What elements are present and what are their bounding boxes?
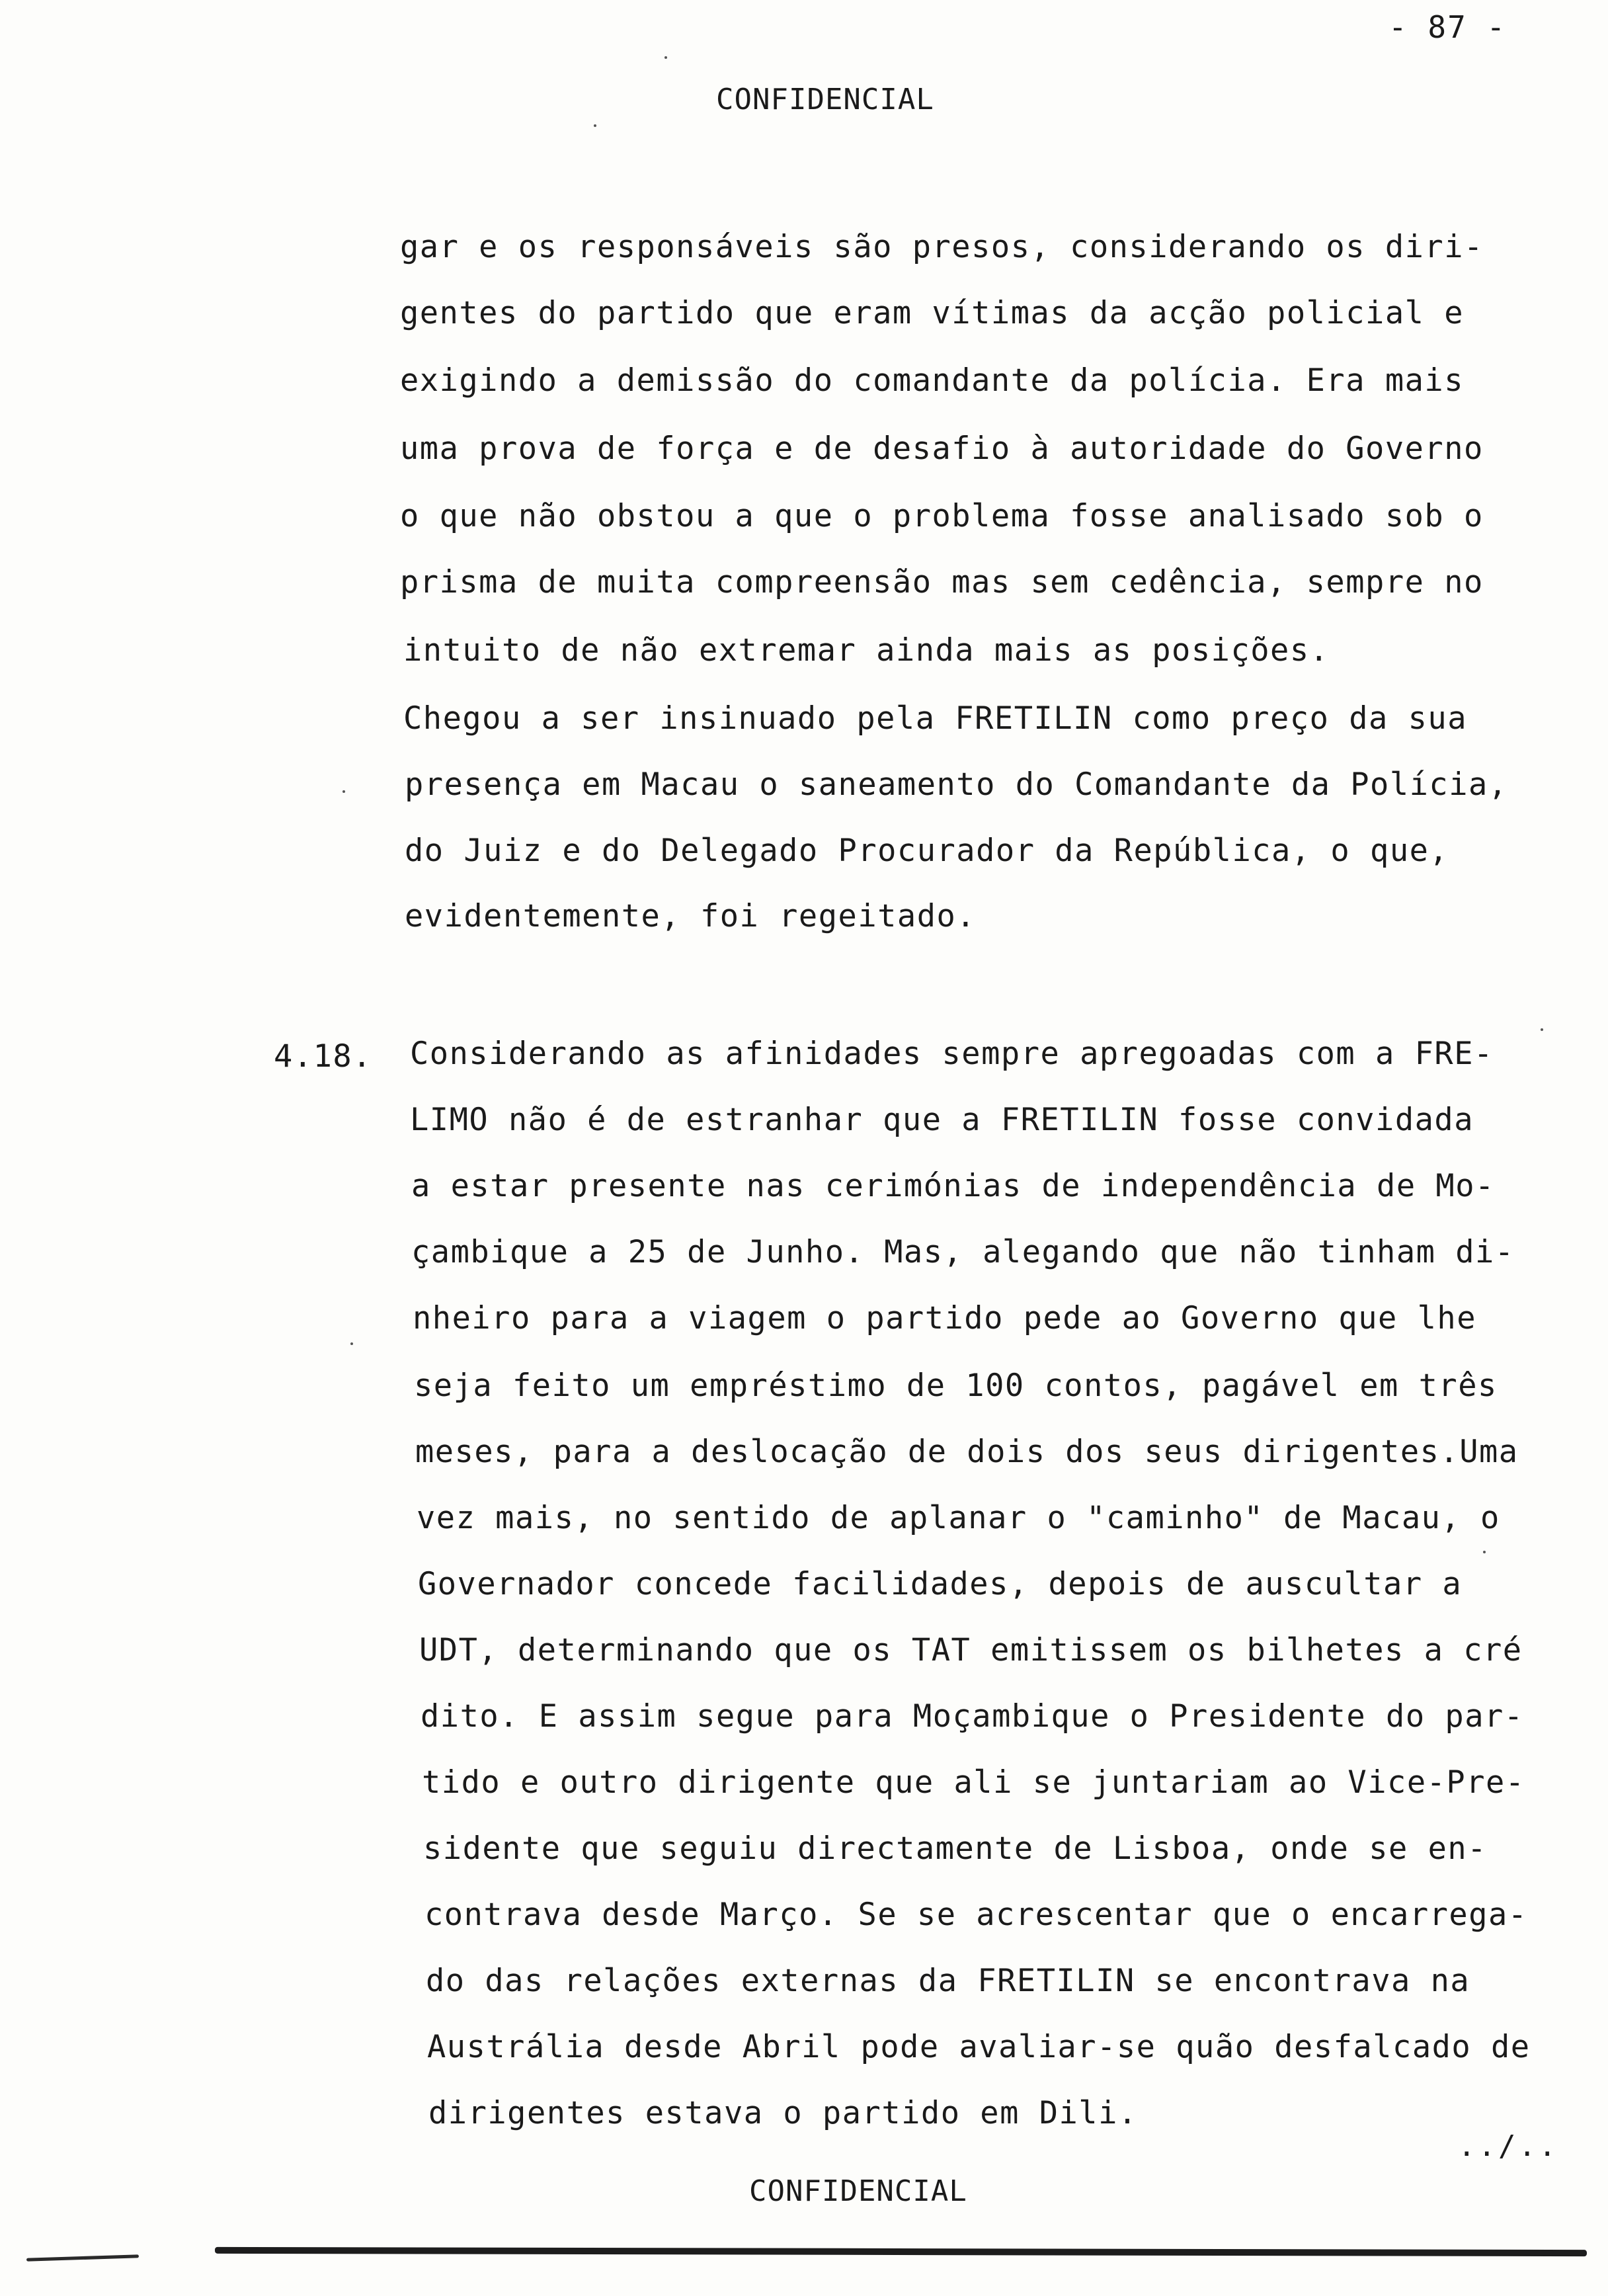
paragraph-2-line: nheiro para a viagem o partido pede ao Governo que lhe bbox=[413, 1300, 1477, 1336]
paragraph-2-line: dito. E assim segue para Moçambique o Presidente do par- bbox=[421, 1698, 1524, 1735]
paragraph-1-line: evidentemente, foi regeitado. bbox=[405, 898, 977, 934]
paragraph-1-line: o que não obstou a que o problema fosse analisado sob o bbox=[400, 498, 1484, 534]
scan-speck bbox=[342, 790, 345, 793]
paragraph-1-line: uma prova de força e de desafio à autoridade do Governo bbox=[400, 430, 1484, 467]
paragraph-2-line: seja feito um empréstimo de 100 contos, pagável em três bbox=[414, 1368, 1498, 1404]
paragraph-2-line: vez mais, no sentido de aplanar o "caminho" de Macau, o bbox=[417, 1500, 1500, 1536]
footer-classification: CONFIDENCIAL bbox=[749, 2174, 967, 2208]
paragraph-2-line: Considerando as afinidades sempre apregoadas com a FRE- bbox=[410, 1036, 1494, 1072]
paragraph-1-line: do Juiz e do Delegado Procurador da República, o que, bbox=[405, 833, 1449, 869]
header-classification: CONFIDENCIAL bbox=[716, 83, 934, 116]
scan-speck bbox=[594, 124, 596, 127]
page-number: - 87 - bbox=[1388, 9, 1507, 45]
paragraph-1-line: exigindo a demissão do comandante da polícia. Era mais bbox=[400, 362, 1465, 399]
paragraph-2-line: contrava desde Março. Se se acrescentar que o encarrega- bbox=[424, 1897, 1528, 1933]
paragraph-2-line: dirigentes estava o partido em Dili. bbox=[428, 2095, 1138, 2131]
scan-mark bbox=[26, 2254, 139, 2261]
paragraph-2-line: do das relações externas da FRETILIN se encontrava na bbox=[426, 1963, 1470, 1999]
paragraph-2-line: UDT, determinando que os TAT emitissem os bilhetes a cré bbox=[419, 1632, 1523, 1668]
paragraph-2-line: tido e outro dirigente que ali se juntariam ao Vice-Pre- bbox=[422, 1764, 1525, 1801]
paragraph-1-line: gar e os responsáveis são presos, considerando os diri- bbox=[400, 229, 1484, 265]
paragraph-2-line: çambique a 25 de Junho. Mas, alegando que não tinham di- bbox=[411, 1234, 1515, 1270]
paragraph-2-line: Austrália desde Abril pode avaliar-se quão desfalcado de bbox=[427, 2029, 1531, 2065]
paragraph-2-line: a estar presente nas cerimónias de independência de Mo- bbox=[411, 1168, 1495, 1204]
paragraph-1-line: intuito de não extremar ainda mais as posições. bbox=[403, 632, 1330, 669]
paragraph-1-line: prisma de muita compreensão mas sem cedência, sempre no bbox=[400, 564, 1484, 600]
scan-speck bbox=[1483, 1551, 1486, 1553]
scan-speck bbox=[1541, 1028, 1543, 1031]
paragraph-2-line: Governador concede facilidades, depois de auscultar a bbox=[418, 1566, 1463, 1602]
scan-speck bbox=[350, 1342, 353, 1345]
scan-speck bbox=[664, 56, 667, 59]
continuation-mark: ../.. bbox=[1458, 2129, 1559, 2163]
paragraph-2-line: meses, para a deslocação de dois dos seus dirigentes.Uma bbox=[415, 1434, 1519, 1470]
paragraph-number: 4.18. bbox=[274, 1038, 372, 1075]
paragraph-2-line: sidente que seguiu directamente de Lisboa, onde se en- bbox=[423, 1830, 1488, 1867]
paragraph-1-line: gentes do partido que eram vítimas da acção policial e bbox=[400, 295, 1465, 331]
paragraph-2-line: LIMO não é de estranhar que a FRETILIN fosse convidada bbox=[410, 1102, 1474, 1138]
paragraph-1-line: presença em Macau o saneamento do Comandante da Polícia, bbox=[405, 766, 1508, 803]
bottom-rule bbox=[215, 2247, 1587, 2256]
paragraph-1-line: Chegou a ser insinuado pela FRETILIN como preço da sua bbox=[403, 700, 1468, 737]
